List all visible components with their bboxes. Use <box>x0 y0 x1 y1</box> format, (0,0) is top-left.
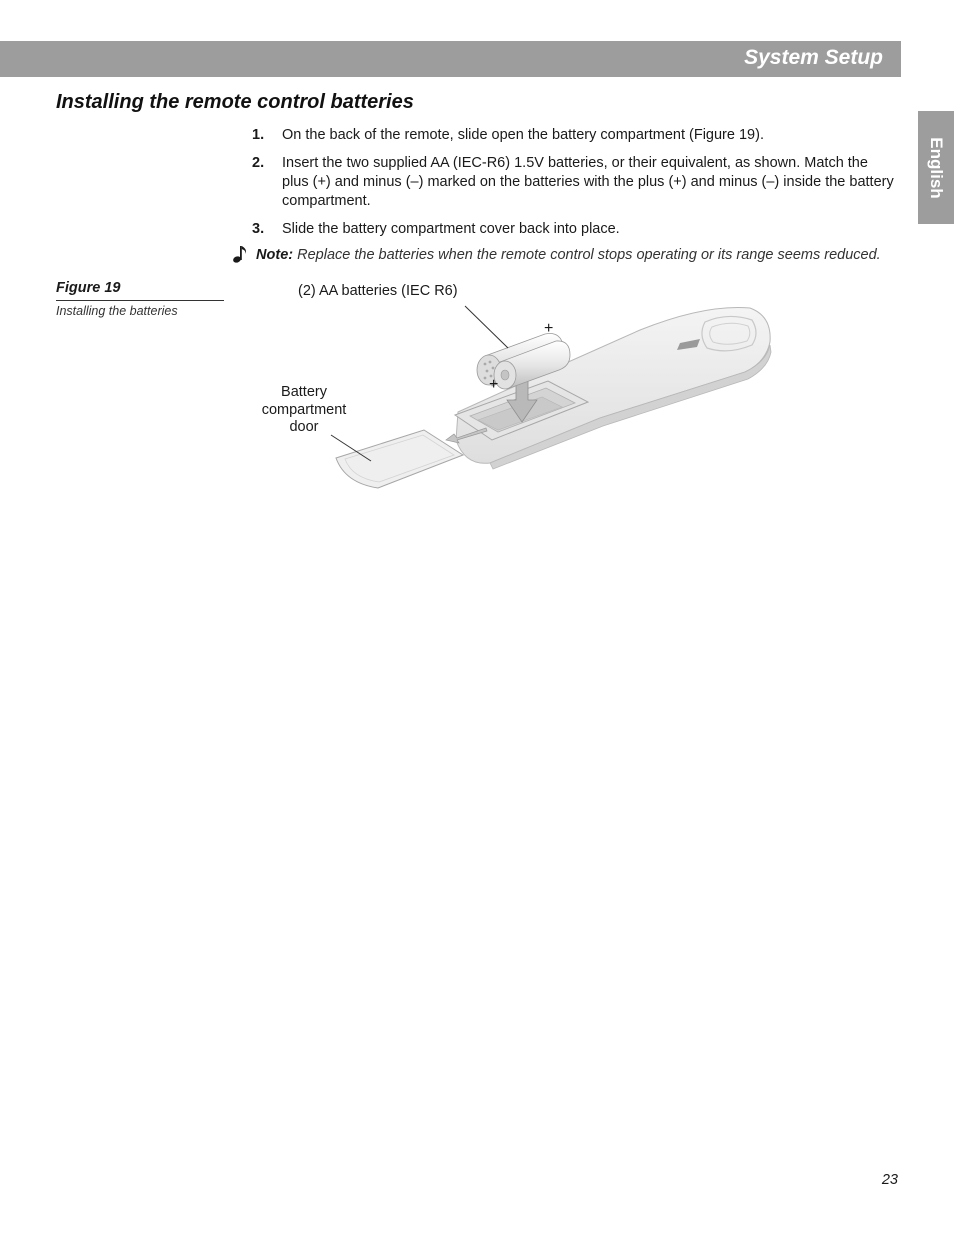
language-tab-label: English <box>927 137 946 199</box>
step-text: Insert the two supplied AA (IEC-R6) 1.5V batteries, or their equivalent, as shown. Match the plus (+) and minus (–) marked on the batteries with the plus (+) and minus (–) inside the battery compartment. <box>282 155 894 209</box>
step-item <box>252 220 897 239</box>
page-number: 23 <box>881 1172 898 1188</box>
note-text: Replace the batteries when the remote control stops operating or its range seems reduced. <box>297 247 881 263</box>
note-label: Note: <box>256 247 294 263</box>
music-note-icon <box>232 244 248 264</box>
step-number: 2. <box>252 155 265 171</box>
figure-caption: Installing the batteries <box>56 304 178 318</box>
callout-door-line: Battery <box>281 384 327 400</box>
step-text: On the back of the remote, slide open the battery compartment (Figure 19). <box>282 127 764 143</box>
callout-batteries: (2) AA batteries (IEC R6) <box>298 283 458 299</box>
figure-label: Figure 19 <box>56 280 224 301</box>
step-text: Slide the battery compartment cover back into place. <box>282 221 620 237</box>
section-header-bar <box>0 41 901 77</box>
page-title: Installing the remote control batteries <box>56 91 414 113</box>
step-number: 3. <box>252 221 265 237</box>
compartment-door-piece <box>336 430 463 488</box>
instruction-steps <box>252 126 897 248</box>
callout-battery-door <box>248 384 360 437</box>
section-header-title: System Setup <box>744 46 883 69</box>
step-item <box>252 126 897 145</box>
polarity-plus-mark: + <box>544 320 554 337</box>
polarity-plus-mark: + <box>489 376 499 393</box>
language-tab <box>918 111 954 224</box>
step-number: 1. <box>252 127 265 143</box>
note <box>232 244 902 265</box>
callout-door-line: door <box>289 419 319 435</box>
leader-line-batteries <box>465 306 508 348</box>
callout-door-line: compartment <box>261 401 347 418</box>
step-item <box>252 154 897 211</box>
